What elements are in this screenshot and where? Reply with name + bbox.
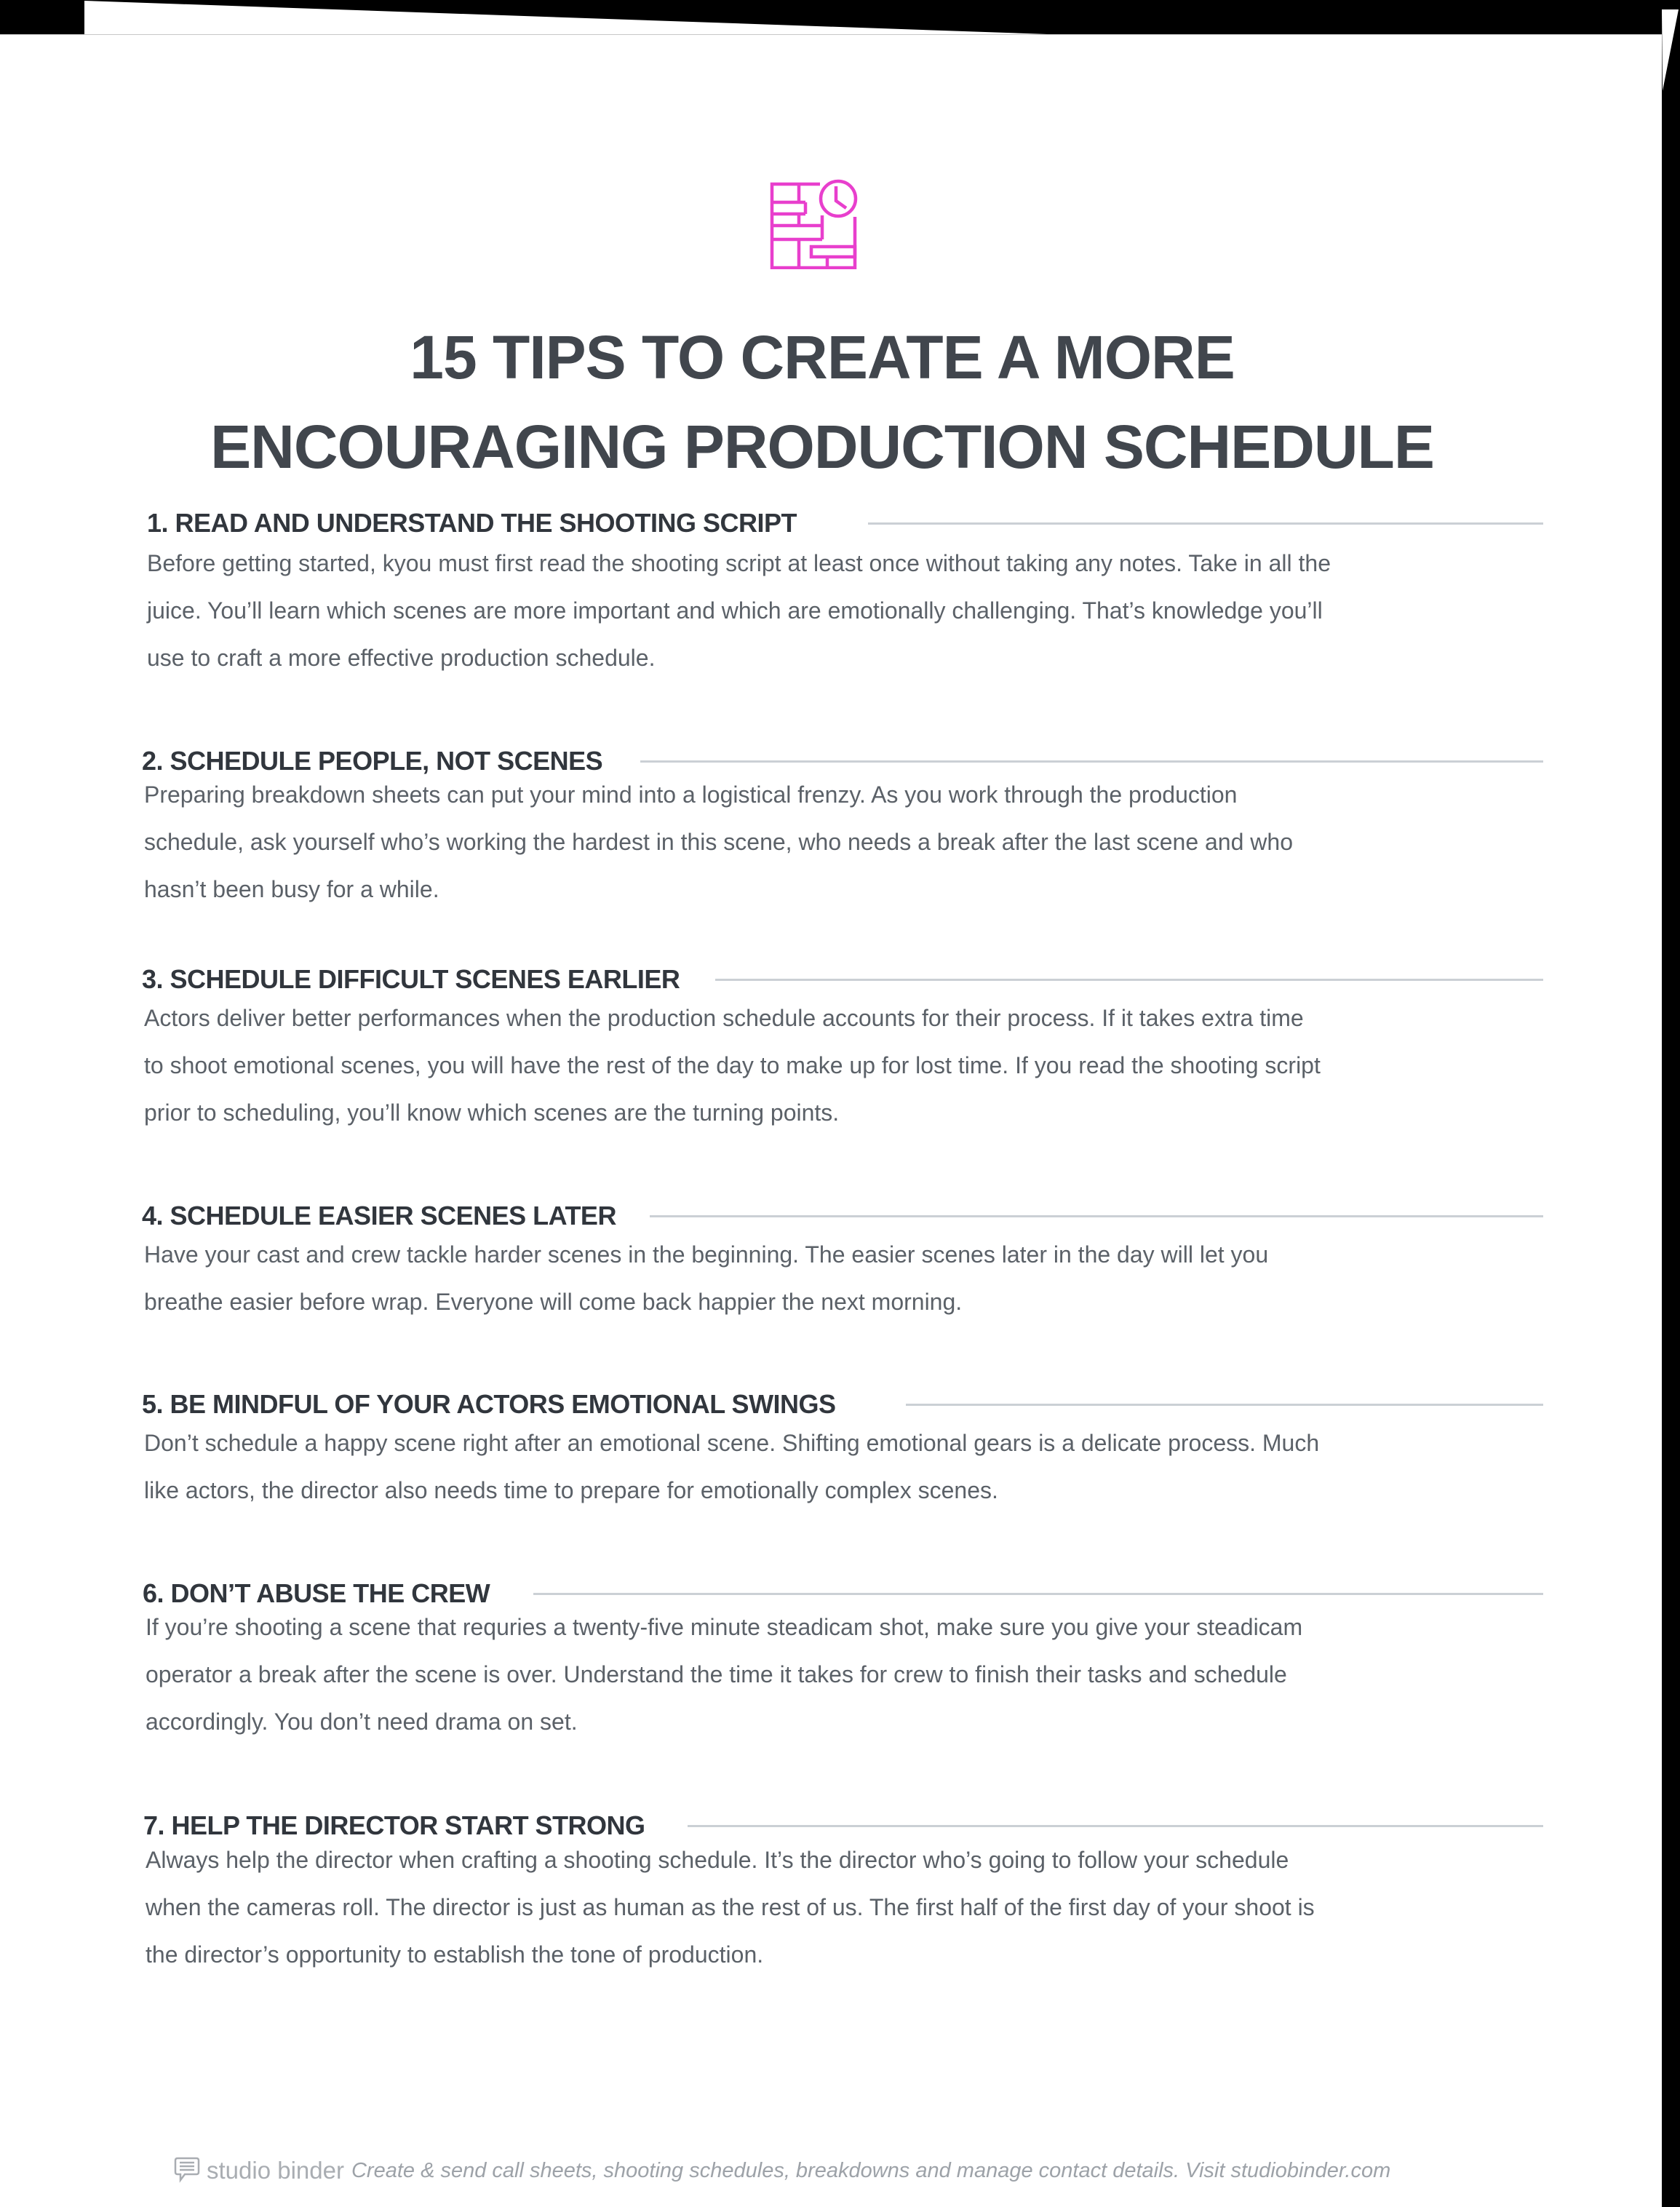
document-page bbox=[0, 34, 1662, 2207]
page-title bbox=[7, 311, 1637, 403]
tip-body bbox=[147, 540, 1331, 682]
tip-heading: 4. SCHEDULE EASIER SCENES LATER bbox=[142, 1201, 616, 1230]
divider-rule bbox=[688, 1825, 1543, 1827]
page-title-line-2 bbox=[7, 401, 1637, 493]
tip-section-6 bbox=[0, 1575, 1662, 1735]
schedule-clock-icon bbox=[768, 175, 859, 269]
tip-heading: 5. BE MINDFUL OF YOUR ACTORS EMOTIONAL SWINGS bbox=[142, 1389, 836, 1419]
tip-body-line: prior to scheduling, you’ll know which scenes are the turning points. bbox=[144, 1099, 840, 1126]
tip-body-line: use to craft a more effective production schedule. bbox=[147, 645, 656, 671]
divider-rule bbox=[868, 522, 1543, 525]
tip-body-line: when the cameras roll. The director is just as human as the rest of us. The first half of the first day of your shoot is bbox=[146, 1894, 1315, 1920]
tip-body bbox=[146, 1604, 1302, 1746]
tip-body-line: Before getting started, kyou must first read the shooting script at least once without taking any notes. Take in all the bbox=[147, 550, 1331, 576]
tip-heading: 7. HELP THE DIRECTOR START STRONG bbox=[143, 1810, 645, 1840]
brand-name: studio binder bbox=[207, 2157, 344, 2184]
tip-body-line: Don’t schedule a happy scene right after an emotional scene. Shifting emotional gears is a delicate process. Much bbox=[144, 1430, 1320, 1456]
divider-rule bbox=[640, 760, 1543, 763]
tip-body-line: Have your cast and crew tackle harder scenes in the beginning. The easier scenes later in the day will let you bbox=[144, 1241, 1269, 1268]
footer-tagline: Create & send call sheets, shooting schedules, breakdowns and manage contact details. Visit studiobinder.com bbox=[351, 2158, 1391, 2182]
tip-body-line: Actors deliver better performances when the production schedule accounts for their process. If it takes extra time bbox=[144, 1005, 1304, 1031]
back-page-edge-right bbox=[1659, 0, 1680, 102]
tip-body-line: the director’s opportunity to establish the tone of production. bbox=[146, 1941, 764, 1968]
tip-heading: 1. READ AND UNDERSTAND THE SHOOTING SCRIPT bbox=[147, 508, 797, 538]
tip-body bbox=[144, 1231, 1268, 1326]
tip-heading: 3. SCHEDULE DIFFICULT SCENES EARLIER bbox=[142, 964, 680, 994]
footer bbox=[173, 2152, 1390, 2189]
tip-body-line: Always help the director when crafting a shooting schedule. It’s the director who’s going to follow your schedule bbox=[146, 1847, 1289, 1873]
tip-body-line: operator a break after the scene is over. Understand the time it takes for crew to finish their tasks and schedule bbox=[146, 1661, 1287, 1687]
tip-heading: 2. SCHEDULE PEOPLE, NOT SCENES bbox=[142, 746, 603, 776]
tip-body-line: accordingly. You don’t need drama on set. bbox=[146, 1709, 578, 1735]
title-line-1: 15 TIPS TO CREATE A MORE bbox=[410, 323, 1235, 391]
tip-section-2 bbox=[0, 743, 1662, 902]
divider-rule bbox=[715, 979, 1543, 981]
tip-body-line: to shoot emotional scenes, you will have the rest of the day to make up for lost time. If you read the shooting script bbox=[144, 1052, 1321, 1078]
tip-section-4 bbox=[0, 1198, 1662, 1315]
tip-body bbox=[146, 1837, 1315, 1979]
title-line-2: ENCOURAGING PRODUCTION SCHEDULE bbox=[210, 413, 1434, 481]
tip-body-line: breathe easier before wrap. Everyone will come back happier the next morning. bbox=[144, 1289, 963, 1315]
tip-body-line: If you’re shooting a scene that requries a twenty-five minute steadicam shot, make sure you give your steadicam bbox=[146, 1614, 1303, 1640]
tip-section-3 bbox=[0, 961, 1662, 1126]
tip-body-line: juice. You’ll learn which scenes are more important and which are emotionally challenging. That’s knowledge you’ll bbox=[147, 597, 1323, 624]
tip-body-line: hasn’t been busy for a while. bbox=[144, 876, 439, 902]
divider-rule bbox=[533, 1593, 1543, 1595]
tip-heading: 6. DON’T ABUSE THE CREW bbox=[143, 1578, 490, 1608]
tip-section-1 bbox=[0, 505, 1662, 671]
divider-rule bbox=[906, 1404, 1543, 1406]
tip-body bbox=[144, 771, 1293, 913]
chat-bubble-icon bbox=[173, 2156, 201, 2185]
tip-body bbox=[144, 995, 1321, 1137]
divider-rule bbox=[650, 1215, 1543, 1217]
tip-section-5 bbox=[0, 1386, 1662, 1503]
tip-body bbox=[144, 1420, 1319, 1514]
tip-body-line: like actors, the director also needs time to prepare for emotionally complex scenes. bbox=[144, 1477, 998, 1503]
tip-body-line: Preparing breakdown sheets can put your mind into a logistical frenzy. As you work through the production bbox=[144, 782, 1238, 808]
tip-section-7 bbox=[0, 1808, 1662, 1968]
tip-body-line: schedule, ask yourself who’s working the hardest in this scene, who needs a break after the last scene and who bbox=[144, 829, 1293, 855]
